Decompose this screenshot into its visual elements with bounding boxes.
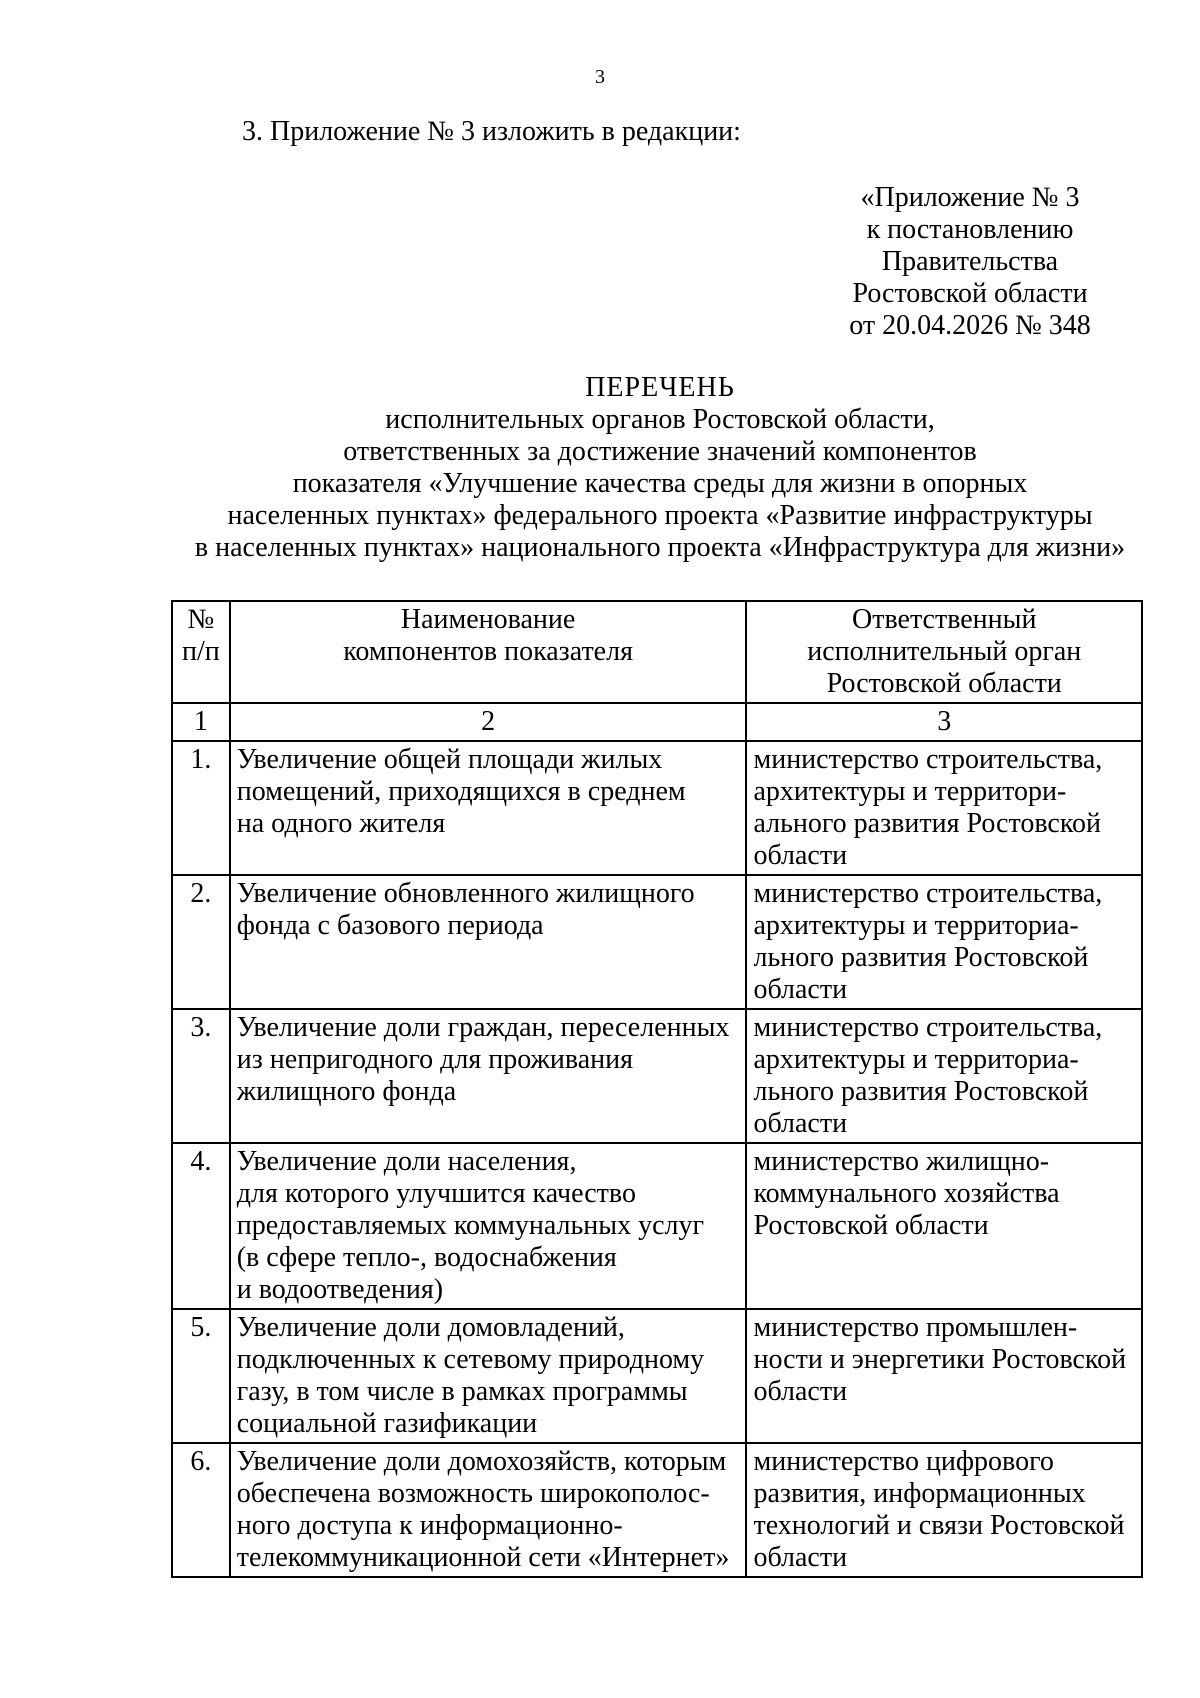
- row-num: 6.: [172, 1443, 230, 1577]
- annex-line: «Приложение № 3: [860, 182, 1080, 213]
- index-cell: 1: [172, 703, 230, 741]
- page-number: 3: [595, 66, 605, 88]
- index-cell: 3: [746, 703, 1142, 741]
- annex-line: Ростовской области: [852, 278, 1088, 309]
- annex-line: Правительства: [881, 246, 1059, 277]
- table-row: [172, 1443, 1142, 1577]
- table-row: [172, 1309, 1142, 1443]
- row-org: министерство строительства, архитектуры и территориа- льного развития Ростовской области: [746, 1009, 1142, 1143]
- heading-line: ответственных за достижение значений компонентов: [343, 436, 977, 467]
- responsible-bodies-table: [171, 600, 1143, 1578]
- row-org: министерство строительства, архитектуры и территориа- льного развития Ростовской области: [746, 875, 1142, 1009]
- header-org: Ответственный исполнительный орган Ростовской области: [746, 601, 1142, 703]
- row-org: министерство промышлен- ности и энергетики Ростовской области: [746, 1309, 1142, 1443]
- row-num: 3.: [172, 1009, 230, 1143]
- table-row: [172, 1143, 1142, 1309]
- table-row: [172, 875, 1142, 1009]
- amendment-intro: 3. Приложение № 3 изложить в редакции:: [242, 116, 741, 147]
- header-num: № п/п: [172, 601, 230, 703]
- heading-line: населенных пунктах» федерального проекта «Развитие инфраструктуры: [227, 500, 1093, 531]
- table-row: [172, 741, 1142, 875]
- row-org: министерство цифрового развития, информационных технологий и связи Ростовской области: [746, 1443, 1142, 1577]
- row-org: министерство жилищно- коммунального хозяйства Ростовской области: [746, 1143, 1142, 1309]
- row-name: Увеличение доли населения, для которого улучшится качество предоставляемых коммунальных услуг (в сфере тепло-, водоснабжения и водоотведения): [230, 1143, 747, 1309]
- table-row: [172, 1009, 1142, 1143]
- heading-line: в населенных пунктах» национального проекта «Инфраструктура для жизни»: [194, 532, 1126, 563]
- heading-title: ПЕРЕЧЕНЬ: [585, 372, 735, 403]
- row-num: 4.: [172, 1143, 230, 1309]
- header-name: Наименование компонентов показателя: [230, 601, 747, 703]
- index-cell: 2: [230, 703, 747, 741]
- heading-line: исполнительных органов Ростовской области,: [385, 404, 935, 435]
- row-name: Увеличение доли домовладений, подключенных к сетевому природному газу, в том числе в рамках программы социальной газификации: [230, 1309, 747, 1443]
- row-name: Увеличение доли домохозяйств, которым обеспечена возможность широкополос- ного доступа к информационно- телекоммуникационной сети «Интернет»: [230, 1443, 747, 1577]
- row-org: министерство строительства, архитектуры и территори- ального развития Ростовской области: [746, 741, 1142, 875]
- annex-line: к постановлению: [866, 214, 1074, 245]
- row-name: Увеличение общей площади жилых помещений, приходящихся в среднем на одного жителя: [230, 741, 747, 875]
- row-name: Увеличение доли граждан, переселенных из непригодного для проживания жилищного фонда: [230, 1009, 747, 1143]
- row-num: 1.: [172, 741, 230, 875]
- row-num: 2.: [172, 875, 230, 1009]
- table-header-row: [172, 601, 1142, 703]
- heading-line: показателя «Улучшение качества среды для жизни в опорных: [292, 468, 1028, 499]
- annex-header: [820, 182, 1120, 342]
- table-index-row: [172, 703, 1142, 741]
- list-heading: [100, 372, 1200, 564]
- annex-line: от 20.04.2026 № 348: [849, 310, 1091, 341]
- row-name: Увеличение обновленного жилищного фонда с базового периода: [230, 875, 747, 1009]
- row-num: 5.: [172, 1309, 230, 1443]
